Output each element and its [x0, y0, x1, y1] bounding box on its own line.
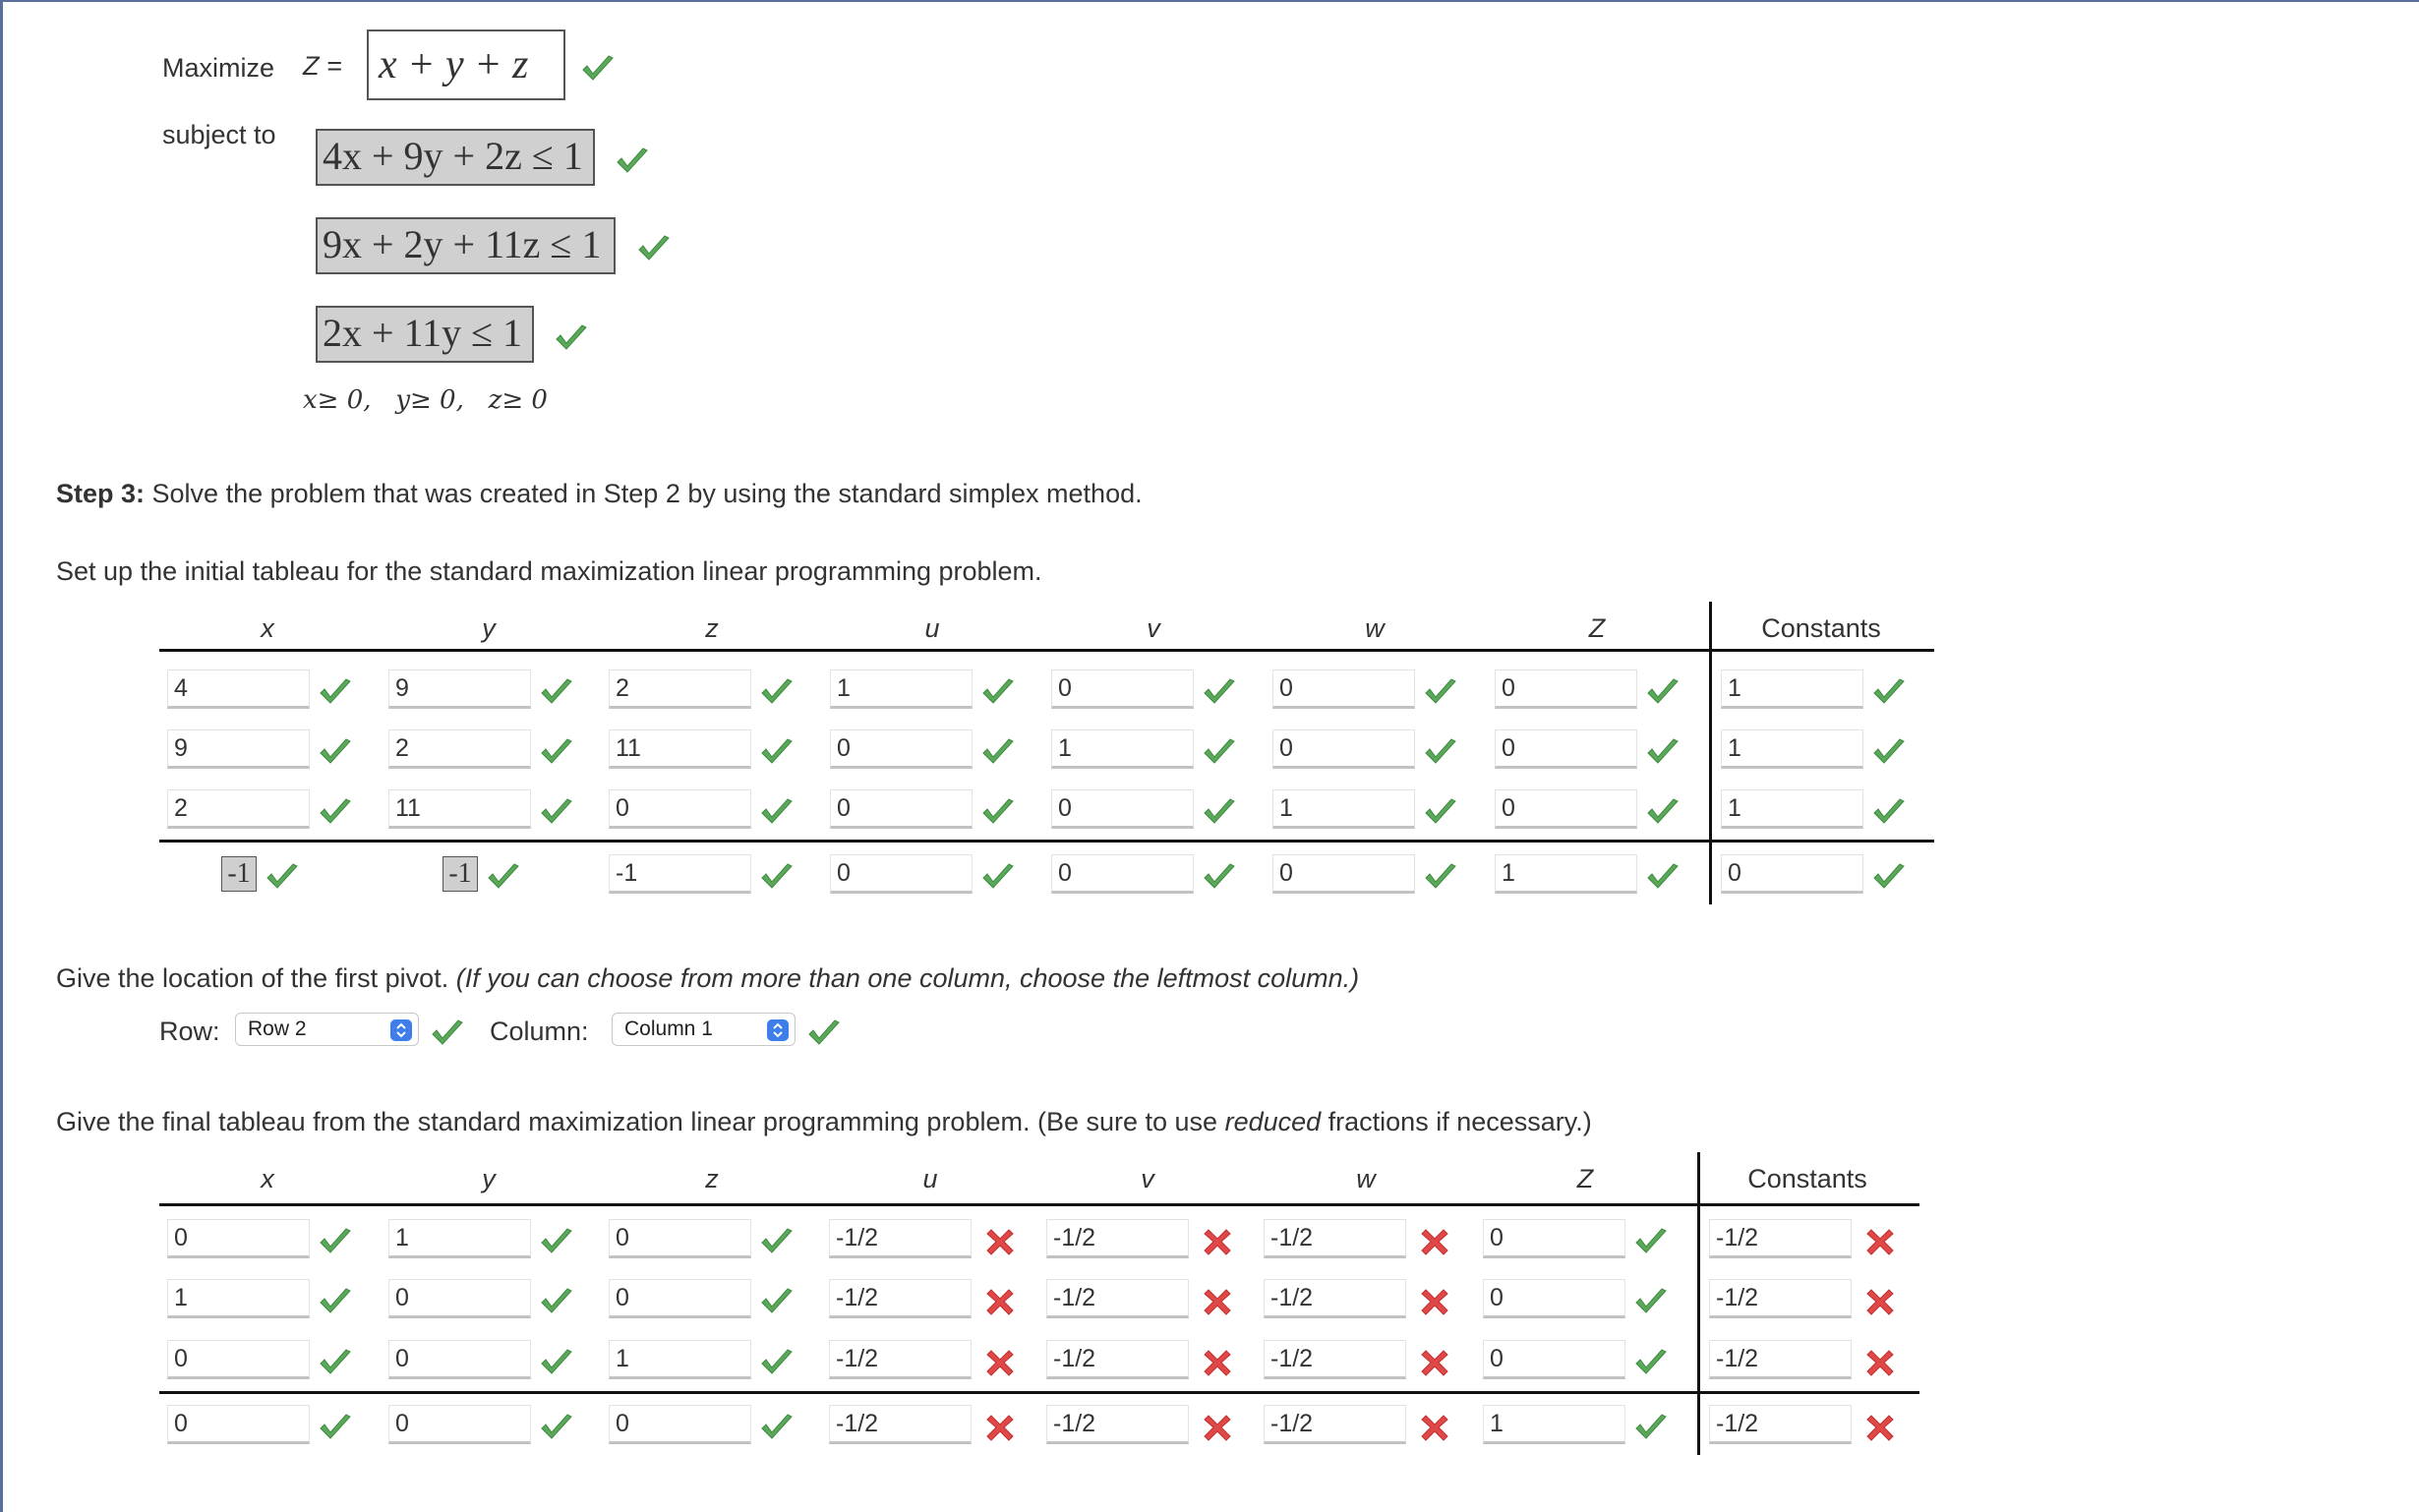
cell-check-icon [759, 862, 795, 892]
maximize-label: Maximize [162, 53, 275, 83]
tableau-cell-w-row3[interactable]: 1 [1272, 789, 1415, 829]
cell-check-icon [1202, 862, 1237, 892]
tableau-cell-Z-row4[interactable]: 1 [1495, 854, 1637, 894]
cell-check-icon [265, 862, 300, 892]
tableau-cell-Z-row2[interactable]: 0 [1483, 1279, 1625, 1318]
column-header-Z: Z [1576, 1164, 1594, 1193]
tableau-cell-v-row4[interactable]: 0 [1051, 854, 1194, 894]
cell-cross-icon [1420, 1227, 1449, 1256]
cell-check-icon [980, 737, 1016, 767]
column-header-y: y [482, 613, 496, 643]
cell-cross-icon [1420, 1287, 1449, 1316]
tableau-cell-const-row2[interactable]: 1 [1721, 729, 1863, 769]
cell-check-icon [318, 1413, 353, 1442]
cell-check-icon [318, 1348, 353, 1377]
cell-check-icon [1871, 677, 1907, 707]
cell-check-icon [980, 862, 1016, 892]
cell-check-icon [1645, 737, 1681, 767]
cell-cross-icon [1420, 1348, 1449, 1377]
cell-check-icon [1871, 737, 1907, 767]
pivot-column-select[interactable] [612, 1013, 796, 1046]
cell-cross-icon [985, 1413, 1015, 1442]
column-header-z: z [705, 1164, 719, 1193]
constraint-1-check-icon [615, 146, 650, 176]
cell-cross-icon [985, 1287, 1015, 1316]
tableau-cell-w-row2[interactable]: -1/2 [1264, 1279, 1406, 1318]
column-header-w: w [1365, 613, 1385, 643]
tableau-cell-const-row3[interactable]: 1 [1721, 789, 1863, 829]
tableau-cell-const-row3[interactable]: -1/2 [1709, 1340, 1852, 1379]
tableau-cell-y-row3[interactable]: 0 [388, 1340, 531, 1379]
pivot-row-check-icon [430, 1018, 465, 1048]
tableau-cell-const-row4[interactable]: -1/2 [1709, 1405, 1852, 1444]
cell-check-icon [1423, 737, 1458, 767]
tableau-cell-w-row4[interactable]: 0 [1272, 854, 1415, 894]
tableau-cell-w-row4[interactable]: -1/2 [1264, 1405, 1406, 1444]
cell-cross-icon [1865, 1413, 1895, 1442]
tableau-cell-z-row4[interactable]: -1 [609, 854, 751, 894]
header-rule [159, 649, 1934, 652]
cell-check-icon [759, 1227, 795, 1256]
tableau-cell-v-row2[interactable]: 1 [1051, 729, 1194, 769]
cell-check-icon [1202, 737, 1237, 767]
pivot-column-label: Column: [490, 1017, 589, 1046]
pivot-instruction [56, 963, 1359, 994]
tableau-cell-Z-row1[interactable]: 0 [1483, 1219, 1625, 1258]
cell-check-icon [759, 737, 795, 767]
tableau-cell-x-row4: -1 [221, 856, 257, 892]
objective-row-rule [159, 1391, 1919, 1394]
tableau-cell-x-row4[interactable]: 0 [167, 1405, 310, 1444]
cell-check-icon [759, 797, 795, 827]
cell-check-icon [1202, 677, 1237, 707]
pivot-column-value: Column 1 [624, 1018, 713, 1040]
cell-check-icon [1423, 862, 1458, 892]
cell-check-icon [980, 797, 1016, 827]
cell-check-icon [318, 737, 353, 767]
cell-cross-icon [1865, 1348, 1895, 1377]
final-instruction-italic: reduced [1224, 1107, 1322, 1136]
tableau-cell-z-row3[interactable]: 0 [609, 789, 751, 829]
cell-check-icon [318, 677, 353, 707]
tableau-cell-x-row3[interactable]: 0 [167, 1340, 310, 1379]
column-header-y: y [482, 1164, 496, 1193]
tableau-cell-u-row3[interactable]: -1/2 [829, 1340, 972, 1379]
cell-check-icon [486, 862, 521, 892]
objective-check-icon [580, 54, 616, 84]
tableau-cell-u-row1[interactable]: -1/2 [829, 1219, 972, 1258]
tableau-cell-u-row2[interactable]: 0 [830, 729, 973, 769]
cell-check-icon [1633, 1287, 1669, 1316]
final-instruction-b: fractions if necessary.) [1321, 1107, 1592, 1136]
objective-row-rule [159, 840, 1934, 843]
cell-cross-icon [1420, 1413, 1449, 1442]
tableau-cell-z-row1[interactable]: 0 [609, 1219, 751, 1258]
tableau-cell-u-row1[interactable]: 1 [830, 669, 973, 709]
cell-check-icon [1645, 677, 1681, 707]
cell-check-icon [759, 1287, 795, 1316]
tableau-cell-y-row2[interactable]: 0 [388, 1279, 531, 1318]
cell-cross-icon [1203, 1287, 1232, 1316]
column-header-const: Constants [1747, 1164, 1867, 1193]
cell-check-icon [1423, 797, 1458, 827]
tableau-cell-z-row2[interactable]: 0 [609, 1279, 751, 1318]
cell-check-icon [1871, 797, 1907, 827]
constants-divider [1709, 602, 1712, 904]
cell-check-icon [980, 677, 1016, 707]
cell-check-icon [1633, 1413, 1669, 1442]
cell-check-icon [1645, 797, 1681, 827]
step3-bold-label: Step 3: [56, 479, 146, 508]
column-header-Z: Z [1588, 613, 1606, 643]
constraint-2-box: 9x + 2y + 11z ≤ 1 [316, 217, 616, 274]
column-header-z: z [705, 613, 719, 643]
column-header-u: u [924, 613, 940, 643]
tableau-cell-w-row1[interactable]: 0 [1272, 669, 1415, 709]
tableau-cell-const-row2[interactable]: -1/2 [1709, 1279, 1852, 1318]
column-header-v: v [1147, 613, 1160, 643]
tableau-cell-Z-row1[interactable]: 0 [1495, 669, 1637, 709]
tableau-cell-y-row3[interactable]: 11 [388, 789, 531, 829]
cell-cross-icon [1865, 1227, 1895, 1256]
tableau-cell-x-row3[interactable]: 2 [167, 789, 310, 829]
cell-check-icon [1423, 677, 1458, 707]
tableau-cell-v-row4[interactable]: -1/2 [1046, 1405, 1189, 1444]
column-header-u: u [922, 1164, 938, 1193]
subject-to-label: subject to [162, 120, 276, 149]
tableau-cell-v-row3[interactable]: 0 [1051, 789, 1194, 829]
cell-check-icon [539, 1227, 574, 1256]
tableau-cell-z-row1[interactable]: 2 [609, 669, 751, 709]
tableau-cell-const-row4[interactable]: 0 [1721, 854, 1863, 894]
tableau-cell-w-row2[interactable]: 0 [1272, 729, 1415, 769]
initial-tableau-instruction: Set up the initial tableau for the standard maximization linear programming problem. [56, 556, 1042, 586]
cell-cross-icon [985, 1227, 1015, 1256]
z-label: Z = [303, 51, 342, 81]
cell-cross-icon [985, 1348, 1015, 1377]
tableau-cell-w-row1[interactable]: -1/2 [1264, 1219, 1406, 1258]
pivot-instruction-note: (If you can choose from more than one column, choose the leftmost column.) [455, 963, 1360, 993]
constraint-2-check-icon [636, 234, 672, 263]
cell-check-icon [759, 677, 795, 707]
constraint-3-check-icon [554, 323, 589, 353]
tableau-cell-z-row2[interactable]: 11 [609, 729, 751, 769]
cell-check-icon [1633, 1348, 1669, 1377]
tableau-cell-x-row1[interactable]: 4 [167, 669, 310, 709]
cell-check-icon [539, 737, 574, 767]
tableau-cell-u-row4[interactable]: -1/2 [829, 1405, 972, 1444]
tableau-cell-z-row4[interactable]: 0 [609, 1405, 751, 1444]
select-arrows-icon [767, 1019, 789, 1041]
window-frame-left [0, 0, 3, 1512]
tableau-cell-u-row2[interactable]: -1/2 [829, 1279, 972, 1318]
tableau-cell-Z-row2[interactable]: 0 [1495, 729, 1637, 769]
cell-check-icon [759, 1348, 795, 1377]
tableau-cell-const-row1[interactable]: -1/2 [1709, 1219, 1852, 1258]
cell-check-icon [318, 1227, 353, 1256]
step3-text: Solve the problem that was created in Step 2 by using the standard simplex method. [145, 479, 1143, 508]
tableau-cell-u-row4[interactable]: 0 [830, 854, 973, 894]
cell-check-icon [318, 1287, 353, 1316]
tableau-cell-y-row1[interactable]: 1 [388, 1219, 531, 1258]
tableau-cell-Z-row3[interactable]: 0 [1483, 1340, 1625, 1379]
column-header-w: w [1356, 1164, 1376, 1193]
cell-check-icon [1645, 862, 1681, 892]
tableau-cell-y-row4: -1 [442, 856, 478, 892]
pivot-row-select[interactable] [235, 1013, 419, 1046]
cell-check-icon [1871, 862, 1907, 892]
tableau-cell-x-row1[interactable]: 0 [167, 1219, 310, 1258]
cell-cross-icon [1865, 1287, 1895, 1316]
tableau-cell-z-row3[interactable]: 1 [609, 1340, 751, 1379]
tableau-cell-v-row1[interactable]: -1/2 [1046, 1219, 1189, 1258]
cell-cross-icon [1203, 1413, 1232, 1442]
constraint-3-box: 2x + 11y ≤ 1 [316, 306, 534, 363]
header-rule [159, 1203, 1919, 1206]
window-frame-top [0, 0, 2419, 2]
tableau-cell-u-row3[interactable]: 0 [830, 789, 973, 829]
nonnegativity-constraints: x≥ 0, y≥ 0, z≥ 0 [303, 385, 548, 415]
tableau-cell-const-row1[interactable]: 1 [1721, 669, 1863, 709]
tableau-cell-v-row1[interactable]: 0 [1051, 669, 1194, 709]
tableau-cell-y-row2[interactable]: 2 [388, 729, 531, 769]
tableau-cell-Z-row4[interactable]: 1 [1483, 1405, 1625, 1444]
pivot-row-value: Row 2 [248, 1018, 307, 1040]
cell-check-icon [539, 1287, 574, 1316]
constants-divider [1697, 1152, 1700, 1455]
cell-cross-icon [1203, 1227, 1232, 1256]
select-arrows-icon [390, 1019, 412, 1041]
cell-check-icon [318, 797, 353, 827]
cell-check-icon [539, 1413, 574, 1442]
tableau-cell-x-row2[interactable]: 9 [167, 729, 310, 769]
column-header-x: x [261, 613, 274, 643]
cell-check-icon [539, 677, 574, 707]
cell-check-icon [539, 1348, 574, 1377]
cell-cross-icon [1203, 1348, 1232, 1377]
cell-check-icon [1202, 797, 1237, 827]
pivot-row-label: Row: [159, 1017, 220, 1046]
tableau-cell-Z-row3[interactable]: 0 [1495, 789, 1637, 829]
tableau-cell-x-row2[interactable]: 1 [167, 1279, 310, 1318]
final-tableau-instruction [56, 1107, 1592, 1137]
tableau-cell-y-row1[interactable]: 9 [388, 669, 531, 709]
tableau-cell-v-row3[interactable]: -1/2 [1046, 1340, 1189, 1379]
column-header-const: Constants [1761, 613, 1881, 643]
cell-check-icon [1633, 1227, 1669, 1256]
cell-check-icon [759, 1413, 795, 1442]
tableau-cell-w-row3[interactable]: -1/2 [1264, 1340, 1406, 1379]
objective-function-box[interactable]: x + y + z [367, 29, 565, 100]
cell-check-icon [539, 797, 574, 827]
pivot-column-check-icon [806, 1018, 842, 1048]
column-header-v: v [1141, 1164, 1154, 1193]
column-header-x: x [261, 1164, 274, 1193]
final-instruction-a: Give the final tableau from the standard maximization linear programming problem. (Be sure to use [56, 1107, 1225, 1136]
constraint-1-box: 4x + 9y + 2z ≤ 1 [316, 129, 595, 186]
tableau-cell-y-row4[interactable]: 0 [388, 1405, 531, 1444]
tableau-cell-v-row2[interactable]: -1/2 [1046, 1279, 1189, 1318]
pivot-instruction-text: Give the location of the first pivot. [56, 963, 449, 993]
step3-instruction [56, 479, 1143, 509]
